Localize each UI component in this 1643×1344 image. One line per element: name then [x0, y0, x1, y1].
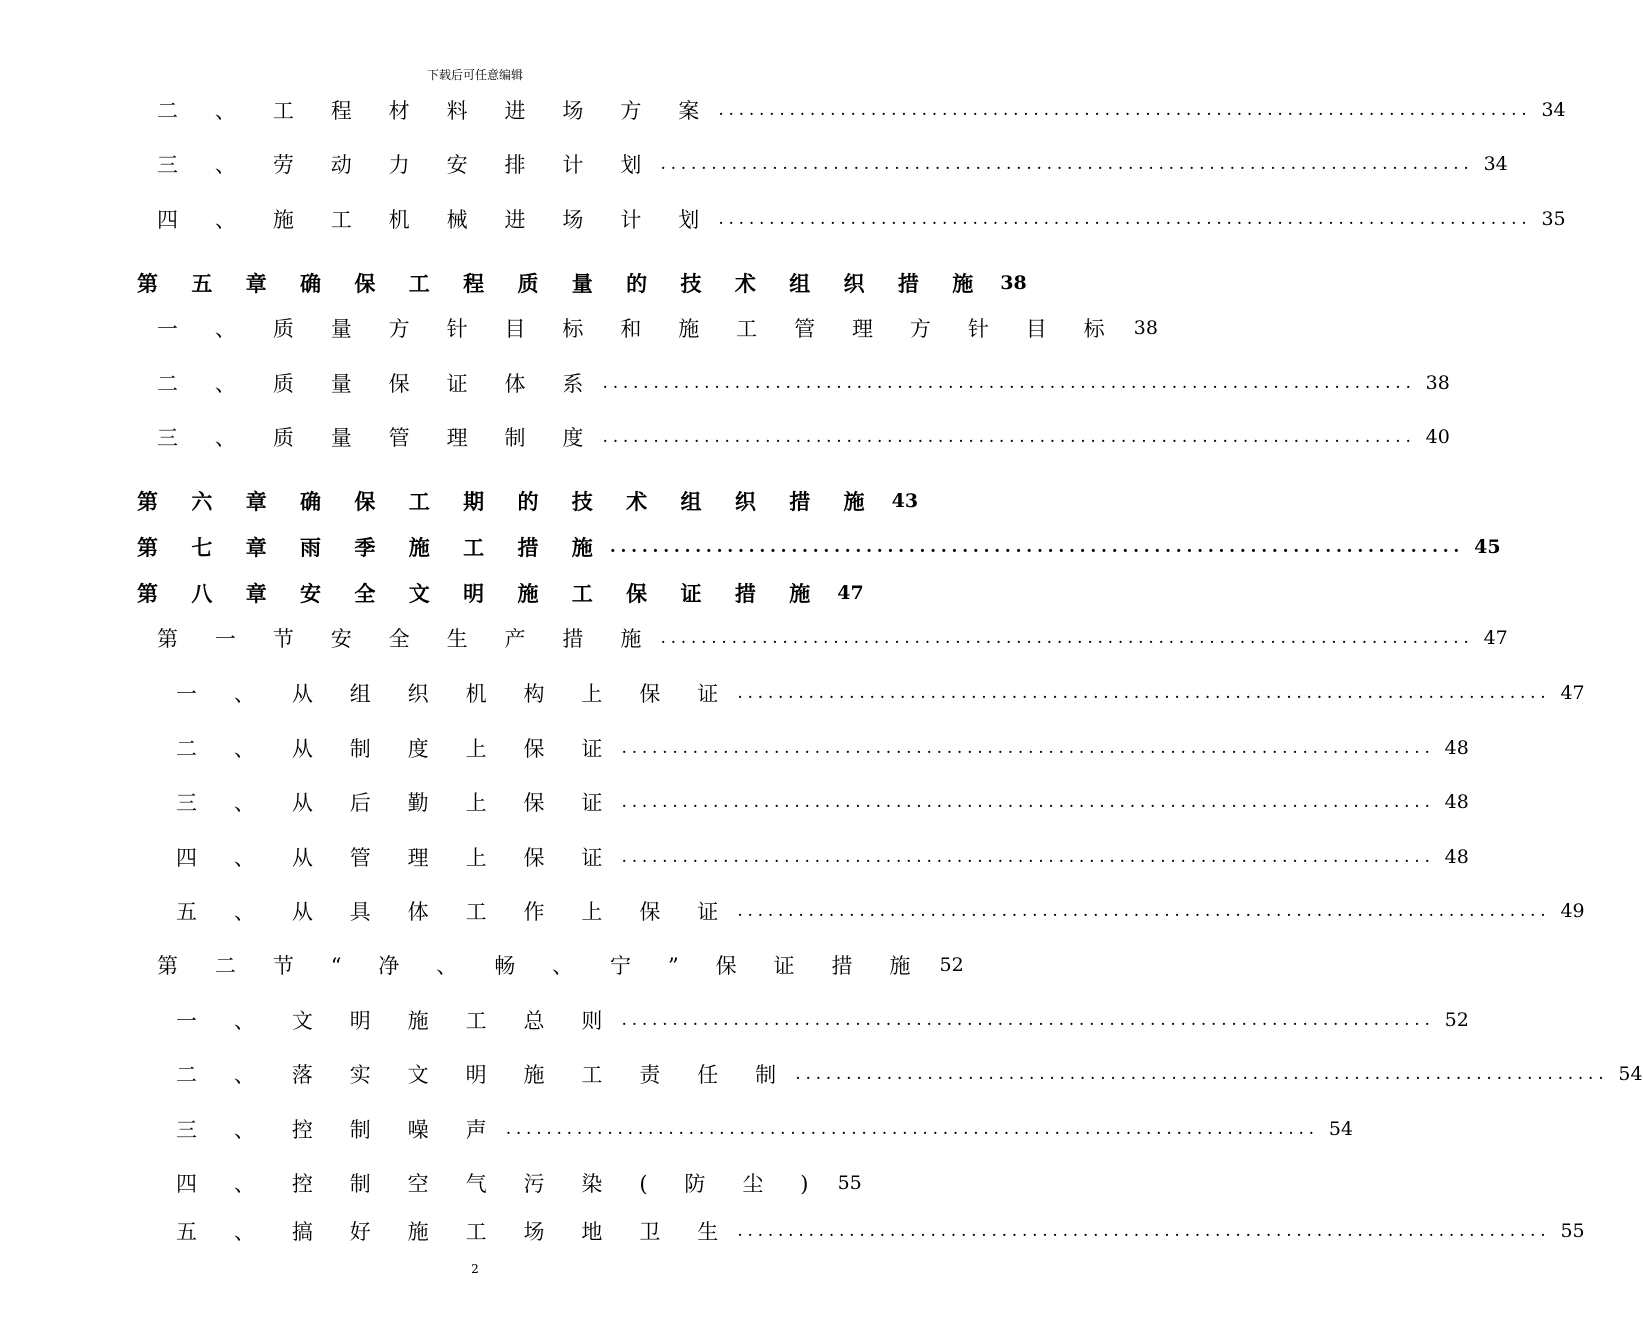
toc-entry-page: 45 [1474, 536, 1501, 558]
toc-leader-dots: ................................................................................ [609, 537, 1465, 557]
toc-entry [0, 733, 1469, 763]
toc-entry [0, 368, 1450, 398]
toc-entry-page: 34 [1483, 153, 1508, 175]
toc-entry-title: 三 、 质 量 管 理 制 度 [157, 426, 599, 450]
toc-entry-page: 48 [1444, 791, 1469, 813]
page-number: 2 [471, 1262, 479, 1276]
toc-leader-dots: ................................................................................ [737, 683, 1551, 703]
toc-entry [0, 1168, 950, 1198]
toc-entry-page: 55 [1560, 1220, 1585, 1242]
toc-entry-title: 四 、 控 制 空 气 污 染 ( 防 尘 ) [176, 1172, 824, 1196]
toc-entry-title: 三 、 劳 动 力 安 排 计 划 [157, 153, 657, 177]
toc-leader-dots: ................................................................................ [718, 100, 1532, 120]
toc-entry-page: 38 [1425, 372, 1450, 394]
toc-entry [0, 313, 1158, 343]
toc-entry-page: 55 [837, 1172, 862, 1194]
toc-entry [0, 896, 1585, 926]
toc-entry-page: 47 [1483, 627, 1508, 649]
toc-entry-title: 第 二 节 “ 净 、 畅 、 宁 ” 保 证 措 施 [157, 954, 926, 978]
toc-entry [0, 422, 1450, 452]
toc-entry-page: 38 [1000, 272, 1027, 294]
toc-leader-dots: ................................................................................ [718, 209, 1532, 229]
toc-entry-title: 二 、 工 程 材 料 进 场 方 案 [157, 99, 715, 123]
toc-leader-dots: ................................................................................ [660, 154, 1474, 174]
toc-entry-page: 52 [1444, 1009, 1469, 1031]
toc-entry [0, 204, 1566, 234]
toc-entry-title: 二 、 质 量 保 证 体 系 [157, 372, 599, 396]
toc-leader-dots: ................................................................................ [602, 373, 1416, 393]
toc-entry-title: 五 、 从 具 体 工 作 上 保 证 [176, 900, 734, 924]
toc-entry [0, 1059, 1643, 1089]
toc-entry-page: 34 [1541, 99, 1566, 121]
toc-entry [0, 950, 964, 980]
toc-entry-page: 47 [1560, 682, 1585, 704]
toc-entry-page: 40 [1425, 426, 1450, 448]
toc-entry [0, 842, 1469, 872]
toc-entry [0, 149, 1508, 179]
toc-entry [0, 578, 950, 608]
toc-entry-page: 38 [1133, 317, 1158, 339]
toc-entry-page: 48 [1444, 846, 1469, 868]
toc-entry-title: 第 一 节 安 全 生 产 措 施 [157, 627, 657, 651]
toc-entry-title: 三 、 控 制 噪 声 [176, 1118, 502, 1142]
toc-entry-title: 四 、 施 工 机 械 进 场 计 划 [157, 208, 715, 232]
toc-entry-title: 五 、 搞 好 施 工 场 地 卫 生 [176, 1220, 734, 1244]
toc-entry-title: 第 六 章 确 保 工 期 的 技 术 组 织 措 施 [137, 489, 878, 514]
toc-entry-title: 第 八 章 安 全 文 明 施 工 保 证 措 施 [137, 581, 824, 606]
toc-entry [0, 787, 1469, 817]
toc-entry [0, 623, 1508, 653]
toc-entry-title: 第 五 章 确 保 工 程 质 量 的 技 术 组 织 措 施 [137, 271, 987, 296]
toc-leader-dots: ................................................................................ [505, 1119, 1319, 1139]
page-header: 下载后可任意编辑 [426, 68, 523, 82]
toc-entry-title: 一 、 文 明 施 工 总 则 [176, 1009, 618, 1033]
toc-entry-page: 43 [891, 490, 919, 512]
toc-leader-dots: ................................................................................ [737, 901, 1551, 921]
toc-entry-page: 49 [1560, 900, 1585, 922]
toc-leader-dots: ................................................................................ [602, 427, 1416, 447]
toc-entry [0, 1216, 1585, 1246]
toc-entry [0, 95, 1566, 125]
toc-entry [0, 1114, 1353, 1144]
toc-entry [0, 678, 1585, 708]
toc-entry-title: 四 、 从 管 理 上 保 证 [176, 846, 618, 870]
toc-entry [0, 1005, 1469, 1035]
toc-leader-dots: ................................................................................ [737, 1221, 1551, 1241]
toc-entry-title: 二 、 落 实 文 明 施 工 责 任 制 [176, 1063, 792, 1087]
toc-entry-page: 48 [1444, 737, 1469, 759]
toc-entry-title: 三 、 从 后 勤 上 保 证 [176, 791, 618, 815]
toc-entry [0, 532, 1501, 562]
toc-leader-dots: ................................................................................ [621, 792, 1435, 812]
toc-entry-title: 一 、 从 组 织 机 构 上 保 证 [176, 682, 734, 706]
toc-entry-page: 52 [939, 954, 964, 976]
toc-entry-page: 35 [1541, 208, 1566, 230]
toc-leader-dots: ................................................................................ [795, 1064, 1609, 1084]
toc-entry-title: 二 、 从 制 度 上 保 证 [176, 737, 618, 761]
toc-entry [0, 486, 950, 516]
toc-entry-title: 第 七 章 雨 季 施 工 措 施 [137, 535, 606, 560]
toc-entry-page: 54 [1618, 1063, 1643, 1085]
toc-leader-dots: ................................................................................ [660, 628, 1474, 648]
toc-entry [0, 268, 1027, 298]
toc-entry-page: 47 [837, 582, 864, 604]
toc-entry-title: 一 、 质 量 方 针 目 标 和 施 工 管 理 方 针 目 标 [157, 317, 1120, 341]
toc-leader-dots: ................................................................................ [621, 1010, 1435, 1030]
toc-leader-dots: ................................................................................ [621, 847, 1435, 867]
toc-leader-dots: ................................................................................ [621, 738, 1435, 758]
toc-entry-page: 54 [1328, 1118, 1353, 1140]
